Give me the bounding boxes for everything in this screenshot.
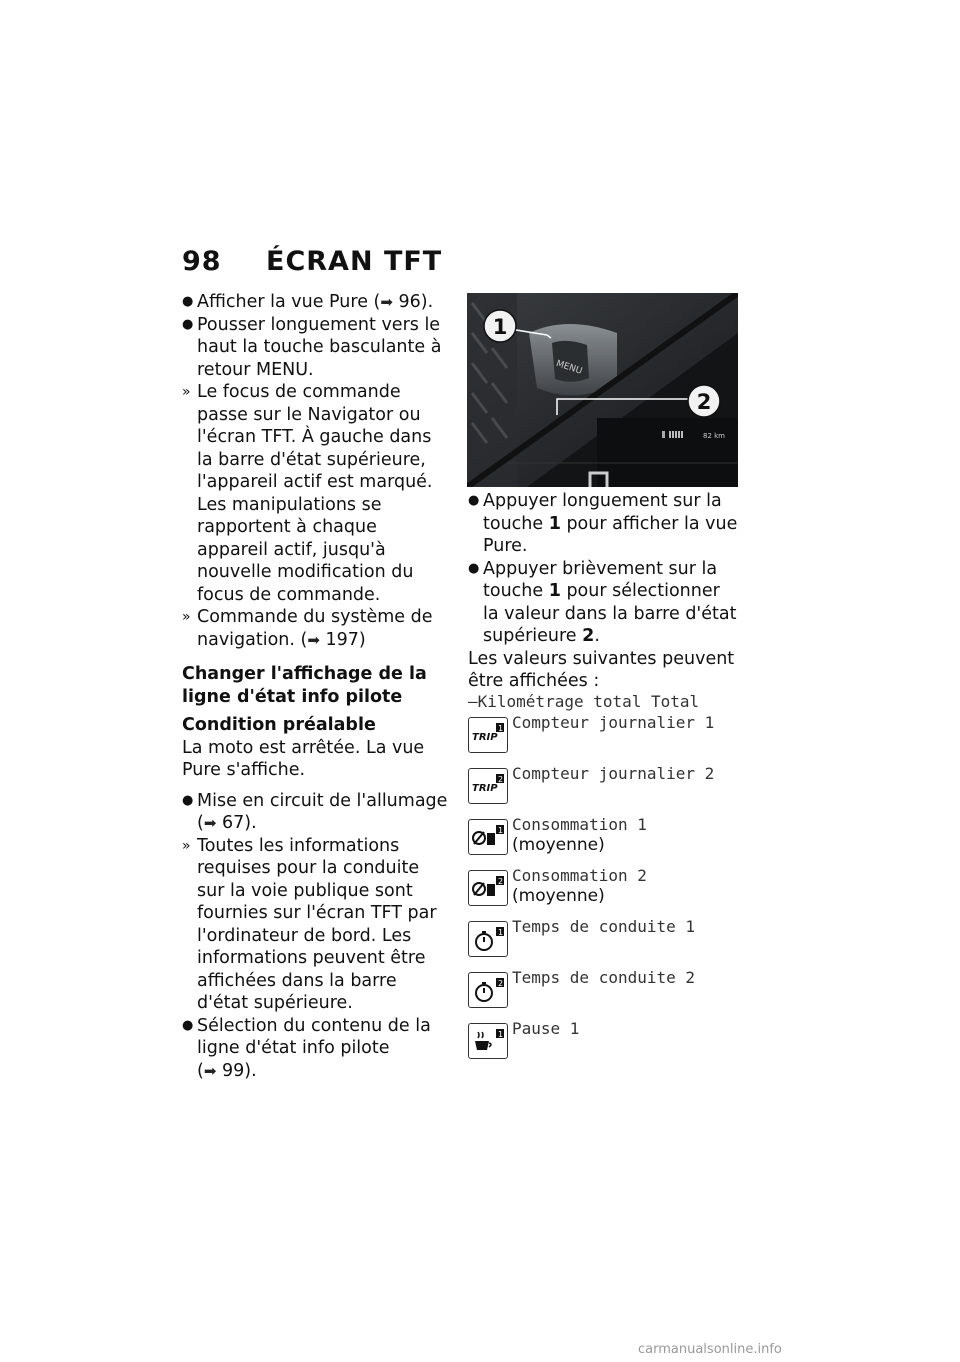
page-ref-link[interactable]: 67 [221, 813, 245, 833]
bullet-icon: ● [182, 1017, 194, 1033]
pause-1-icon [468, 1023, 508, 1059]
icon-list-item [468, 814, 740, 864]
icon-item-label: Compteur journalier 1 [512, 713, 715, 732]
menu-button-label: MENU [554, 358, 584, 377]
key-ref: 2 [582, 626, 595, 646]
page-title: ÉCRAN TFT [266, 246, 443, 277]
icon-item-label: Consommation 1 [512, 815, 647, 834]
icon-item-label: Compteur journalier 2 [512, 764, 715, 783]
right-column [468, 490, 740, 693]
svg-text:2: 2 [498, 775, 504, 784]
bullet-icon: ● [468, 560, 480, 576]
trip-2-icon [468, 768, 508, 804]
list-item: » Le focus de commande passe sur le Navigator ou l'écran TFT. À gauche dans la barre d'état supérieure, l'appareil actif est marqué. Les manipulations se rapportent à chaque appareil actif, jusqu'à nouvelle modification du focus de commande. [182, 382, 433, 605]
key-ref: 1 [548, 513, 561, 534]
svg-text:2: 2 [696, 390, 712, 414]
svg-text:1: 1 [498, 1030, 504, 1039]
icon-list-item [468, 916, 740, 966]
svg-text:1: 1 [498, 826, 504, 835]
icon-list-item [468, 763, 740, 813]
icon-item-label: Temps de conduite 2 [512, 968, 696, 987]
page-ref-arrow-icon: ➡ [203, 1061, 217, 1080]
page-ref-arrow-icon: ➡ [380, 293, 393, 311]
result-icon: » [182, 384, 191, 400]
bullet-icon: ● [182, 294, 194, 309]
svg-text:2: 2 [498, 877, 504, 886]
result-icon: » [182, 609, 191, 625]
svg-text:TRIP: TRIP [472, 732, 498, 743]
icon-list-item [468, 712, 740, 762]
icon-list-item [468, 1018, 740, 1068]
watermark: carmanualsonline.info [638, 1342, 782, 1357]
page-header [182, 246, 442, 277]
list-item: » Toutes les informations requises pour la conduite sur la voie publique sont fournies sur l'écran TFT par l'ordinateur de bord. Les informations peuvent être affichées dans la barre d'état supérieure. [182, 835, 437, 1013]
list-item: ● Mise en circuit de l'allumage (➡ 67). [182, 790, 448, 833]
ride-time-2-icon [468, 972, 508, 1008]
icon-list-item [468, 865, 740, 915]
consumption-1-icon [468, 819, 508, 855]
display-value: 82 km [703, 432, 726, 440]
list-item: ● Appuyer longuement sur la touche 1 pour afficher la vue Pure. [468, 491, 738, 556]
list-item: » Commande du système de navigation. (➡ 197) [182, 607, 433, 650]
consumption-2-icon [468, 870, 508, 906]
result-icon: » [182, 837, 191, 854]
condition-text: La moto est arrêtée. La vue Pure s'affiche. [182, 737, 425, 780]
callout-1 [484, 310, 516, 342]
page-ref-link[interactable]: 99 [221, 1060, 245, 1081]
svg-text:TRIP: TRIP [472, 783, 498, 794]
icon-item-extra: (moyenne) [512, 835, 605, 855]
key-ref: 1 [548, 581, 561, 601]
page-ref-arrow-icon: ➡ [203, 814, 217, 832]
svg-text:1: 1 [498, 724, 504, 733]
icon-item-label: Consommation 2 [512, 866, 647, 885]
callout-2 [688, 385, 720, 417]
bullet-icon: ● [182, 316, 194, 332]
icon-list-item [468, 967, 740, 1017]
list-item: ● Sélection du contenu de la ligne d'état info pilote (➡ 99). [182, 1015, 431, 1081]
condition-title: Condition préalable [182, 715, 376, 735]
list-item: ● Afficher la vue Pure (➡ 96). [182, 292, 434, 312]
ride-time-1-icon [468, 921, 508, 957]
bullet-icon: ● [182, 792, 194, 808]
list-item: ● Appuyer brièvement sur la touche 1 pour sélectionner la valeur dans la barre d'état supérieure 2. [468, 558, 737, 646]
page-number: 98 [182, 246, 222, 277]
section-heading: Changer l'affichage de la ligne d'état info pilote [182, 664, 427, 707]
dash-line: —Kilométrage total Total [468, 692, 700, 711]
svg-text:1: 1 [492, 315, 508, 339]
handlebar-photo [467, 293, 738, 487]
values-intro: Les valeurs suivantes peuvent être affichées : [468, 648, 735, 691]
svg-text:2: 2 [498, 979, 504, 988]
svg-text:1: 1 [498, 928, 504, 937]
icon-item-label: Pause 1 [512, 1019, 580, 1038]
icon-item-extra: (moyenne) [512, 886, 605, 906]
icon-item-label: Temps de conduite 1 [512, 917, 696, 936]
trip-1-icon [468, 717, 508, 753]
page-ref-arrow-icon: ➡ [307, 630, 320, 649]
page-ref-link[interactable]: 96 [398, 292, 421, 312]
left-column [182, 291, 450, 1082]
bullet-icon: ● [468, 493, 480, 508]
list-item: ● Pousser longuement vers le haut la touche basculante à retour MENU. [182, 314, 442, 380]
page-ref-link[interactable]: 197 [325, 629, 359, 650]
